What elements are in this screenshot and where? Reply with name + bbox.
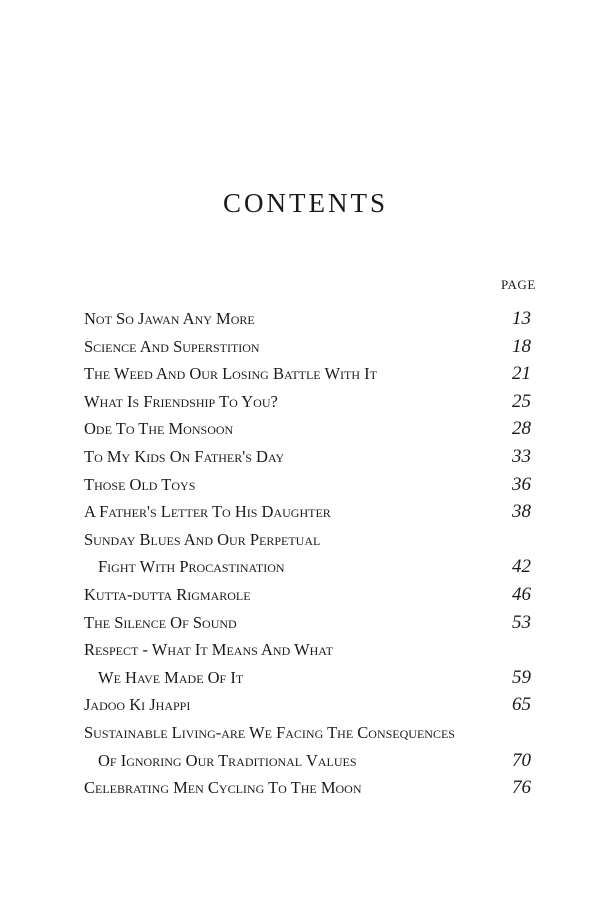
toc-entry-title: Jadoo Ki Jhappi: [84, 695, 191, 715]
toc-page-number: 13: [512, 308, 531, 329]
toc-page-number: 36: [512, 473, 531, 495]
toc-page-number: 33: [512, 446, 531, 467]
toc-page-number: 59: [512, 666, 531, 688]
toc-page-number: 46: [512, 584, 531, 605]
toc-entry-title: Celebrating Men Cycling To The Moon: [84, 778, 362, 798]
toc-entry-title: What Is Friendship To You?: [84, 391, 278, 411]
toc-page-number: 65: [512, 694, 531, 716]
toc-page-number: 76: [512, 777, 531, 799]
toc-entry-title: Not So Jawan Any More: [84, 309, 255, 328]
toc-page-number: 53: [512, 611, 531, 633]
page-column-label: PAGE: [501, 277, 536, 292]
toc-entry-title-continued: We Have Made Of It: [98, 667, 244, 687]
contents-heading: CONTENTS: [223, 188, 388, 218]
toc-entry-title: Science And Superstition: [84, 336, 260, 356]
toc-page-number: 42: [512, 556, 531, 578]
toc-entry-title: Kutta-dutta Rigmarole: [84, 585, 251, 604]
toc-entry-title: Those Old Toys: [84, 474, 196, 494]
toc-entry-title: The Weed And Our Losing Battle With It: [84, 364, 377, 384]
toc-page-number: 21: [512, 363, 531, 385]
toc-page-number: 28: [512, 418, 531, 440]
toc-entry-title: Sustainable Living-are We Facing The Consequences: [84, 723, 455, 742]
toc-page-number: 70: [512, 749, 531, 771]
toc-entry-title: Sunday Blues And Our Perpetual: [84, 529, 321, 549]
toc-page-number: 38: [512, 501, 531, 523]
toc-entry-title: To My Kids On Father's Day: [84, 447, 285, 466]
toc-entry-title: Ode To The Monsoon: [84, 419, 234, 439]
toc-page-number: 25: [512, 390, 531, 412]
toc-entry-title: A Father's Letter To His Daughter: [84, 502, 331, 522]
toc-page-number: 18: [512, 335, 531, 357]
toc-entry-title-continued: Fight With Procastination: [98, 557, 285, 577]
toc-entry-title-continued: Of Ignoring Our Traditional Values: [98, 750, 357, 770]
toc-entry-title: Respect - What It Means And What: [84, 640, 333, 660]
toc-entry-title: The Silence Of Sound: [84, 612, 237, 632]
